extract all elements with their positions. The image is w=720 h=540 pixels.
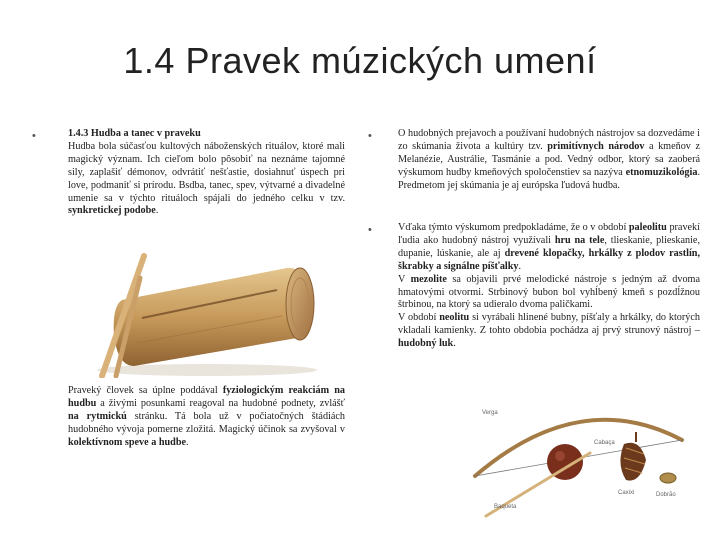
left-paragraph-2: Praveký človek sa úplne poddával fyziologickým reakciám na hudbu a živými posunkami reagoval na hudobné podnety, zvlášť na rytmickú stránku. Tá bola už v počiatočných štádiách hudobného vývoja pomerne zložitá. Magický účinok sa zvyšoval v kolektívnom speve a hudbe.	[68, 385, 346, 448]
left-paragraph-1: 1.4.3 Hudba a tanec v praveku Hudba bola súčasťou kultových náboženských rituálov, ktoré mali magický význam. Ich cieľom bolo pôsobiť na neznáme tajomné sily, zaplašiť démonov, odvrátiť nešťastie, dosiahnuť úspech pri love, podmaniť si prírodu. Bsdba, tanec, spev, výtvarné a divadelné umenie sa v týchto rituáloch spájali do jedného celku v tzv. synkretickej podobe.	[68, 128, 345, 217]
label-verga: Verga	[482, 410, 498, 416]
bullet: •	[32, 130, 36, 142]
musical-bow-image	[470, 398, 685, 518]
right-paragraph-2: Vďaka týmto výskumom predpokladáme, že o v období paleolitu pravekí ľudia ako hudobný nástroj využívali hru na tele, tlieskanie, plieskanie, dupanie, lúskanie, ale aj drevené klopačky, hrkálky z plodov rastlín, škrabky a signálne píšťalky. V mezolite sa objavili prvé melodické nástroje s jedným až dvoma hmatovými otvormi. Strbinový bubon bol vyhĺbený kmeň s pozdĺžnou štrbinou, na ktorý sa udieralo dvoma paličkami. V období neolitu si vyrábali hlinené bubny, píšťaly a hrkálky, do ktorých vkladali kamienky. Z tohto obdobia pochádza aj prvý strunový nástroj – hudobný luk.	[398, 222, 700, 350]
right-paragraph-1: O hudobných prejavoch a používaní hudobných nástrojov sa dozvedáme i zo skúmania života a kultúry tzv. primitívnych národov a kmeňov z Melanézie, Austrálie, Tasmánie a pod. Vedný odbor, ktorý sa zaoberá výskumom hudby kmeňových spoločenstiev sa nazýva etnomuzikológia. Predmetom jej skúmania je aj európska ľudová hudba.	[398, 128, 700, 191]
section-heading: 1.4.3 Hudba a tanec v praveku	[68, 128, 201, 139]
bullet: •	[368, 224, 372, 236]
label-baqueta: Baqueta	[494, 504, 517, 510]
log-drum-image	[82, 248, 322, 378]
bullet: •	[368, 130, 372, 142]
slide-title: 1.4 Pravek múzických umení	[123, 40, 597, 81]
label-caxixi: Caxixi	[618, 490, 635, 496]
label-cabaca: Cabaça	[594, 440, 615, 446]
label-dobrao: Dobrão	[656, 492, 676, 498]
